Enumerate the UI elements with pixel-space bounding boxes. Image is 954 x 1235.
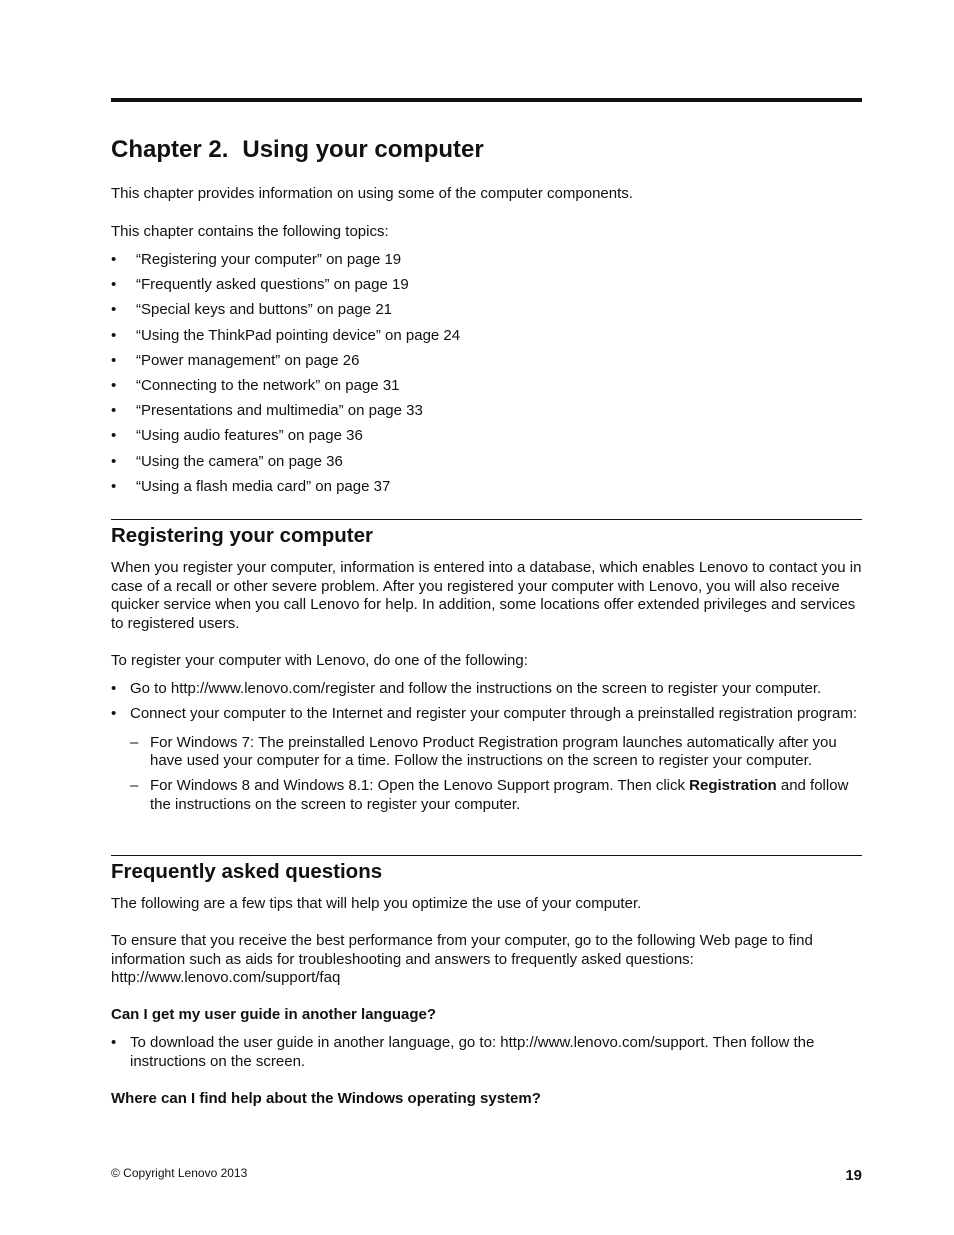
faq-language-answer: To download the user guide in another language, go to: http://www.lenovo.com/support. Then follow the instructions on the screen. (130, 1034, 815, 1070)
topic-link[interactable]: “Using audio features” on page 36 (136, 427, 363, 445)
bullet-icon: • (111, 477, 117, 495)
chapter-title-text: Using your computer (242, 136, 484, 163)
list-item[interactable] (111, 376, 460, 401)
bullet-icon: • (111, 427, 117, 445)
list-item[interactable] (111, 401, 460, 426)
topics-intro: This chapter contains the following topics: (111, 223, 389, 240)
faq-language-list (111, 1034, 862, 1078)
list-item (111, 705, 862, 814)
bullet-icon: • (111, 1034, 117, 1051)
windows-8-instruction-start: For Windows 8 and Windows 8.1: Open the Lenovo Support program. Then click (150, 777, 690, 794)
topic-link[interactable]: “Using the ThinkPad pointing device” on page 24 (136, 326, 461, 344)
bullet-icon: • (111, 326, 117, 344)
topics-list (111, 250, 460, 502)
list-item (130, 734, 862, 771)
faq-performance-paragraph: To ensure that you receive the best performance from your computer, go to the following Web page to find information such as aids for troubleshooting and answers to frequently asked questions: http://www.lenovo.com/support/faq (111, 932, 813, 986)
list-item[interactable] (111, 250, 460, 275)
page-number: 19 (845, 1167, 862, 1184)
topic-link[interactable]: “Registering your computer” on page 19 (136, 251, 402, 268)
chapter-intro: This chapter provides information on using some of the computer components. (111, 185, 633, 202)
list-item[interactable] (111, 452, 460, 477)
bullet-icon: • (111, 276, 117, 294)
bullet-icon: • (111, 680, 117, 697)
chapter-title (111, 136, 484, 164)
faq-intro: The following are a few tips that will help you optimize the use of your computer. (111, 895, 642, 912)
topic-link[interactable]: “Power management” on page 26 (136, 351, 360, 369)
list-item[interactable] (111, 351, 460, 376)
topic-link[interactable]: “Special keys and buttons” on page 21 (136, 301, 393, 319)
bullet-icon: • (111, 402, 117, 420)
list-item (111, 680, 862, 699)
list-item[interactable] (111, 426, 460, 451)
list-item[interactable] (111, 300, 460, 325)
bullet-icon: • (111, 376, 117, 394)
chapter-top-rule (111, 98, 862, 102)
topic-link[interactable]: “Presentations and multimedia” on page 33 (136, 402, 423, 420)
topic-link[interactable]: “Frequently asked questions” on page 19 (136, 276, 409, 294)
dash-icon: – (130, 777, 139, 794)
list-item[interactable] (111, 326, 460, 351)
windows-7-instruction: For Windows 7: The preinstalled Lenovo Product Registration program launches automatically after you have used your computer for a time. Follow the instructions on the screen to register your computer. (150, 733, 837, 769)
bullet-icon: • (111, 301, 117, 319)
topic-link[interactable]: “Connecting to the network” on page 31 (136, 376, 400, 394)
section-heading-faq: Frequently asked questions (111, 860, 383, 883)
register-web-option: Go to http://www.lenovo.com/register and follow the instructions on the screen to register your computer. (130, 680, 822, 697)
registering-sub-list (130, 734, 862, 815)
bullet-icon: • (111, 251, 117, 268)
topic-link[interactable]: “Using a flash media card” on page 37 (136, 477, 391, 495)
list-item (111, 1034, 862, 1071)
copyright-footer: © Copyright Lenovo 2013 (111, 1166, 248, 1180)
list-item (130, 777, 862, 814)
faq-question-windows-help: Where can I find help about the Windows operating system? (111, 1090, 541, 1107)
section-rule-registering (111, 519, 862, 520)
windows-8-instruction-end: and follow the instructions on the screen to register your computer. (150, 777, 849, 813)
section-rule-faq (111, 855, 862, 856)
registering-instructions-intro: To register your computer with Lenovo, do one of the following: (111, 652, 528, 669)
bullet-icon: • (111, 351, 117, 369)
registration-ui-label: Registration (689, 777, 777, 794)
faq-question-language: Can I get my user guide in another language? (111, 1006, 437, 1023)
topic-link[interactable]: “Using the camera” on page 36 (136, 452, 343, 470)
registering-options-list (111, 680, 862, 821)
chapter-number: Chapter 2. (111, 136, 229, 163)
registering-paragraph: When you register your computer, information is entered into a database, which enables Lenovo to contact you in case of a recall or other severe problem. After you registered your computer with Lenovo, you will also receive quicker service when you call Lenovo for help. In addition, some locations offer extended privileges and services to registered users. (111, 559, 862, 632)
bullet-icon: • (111, 705, 117, 722)
list-item[interactable] (111, 275, 460, 300)
dash-icon: – (130, 733, 139, 751)
section-heading-registering: Registering your computer (111, 524, 373, 547)
list-item[interactable] (111, 477, 460, 502)
register-program-option: Connect your computer to the Internet and register your computer through a preinstalled registration program: (130, 705, 858, 722)
bullet-icon: • (111, 452, 117, 470)
